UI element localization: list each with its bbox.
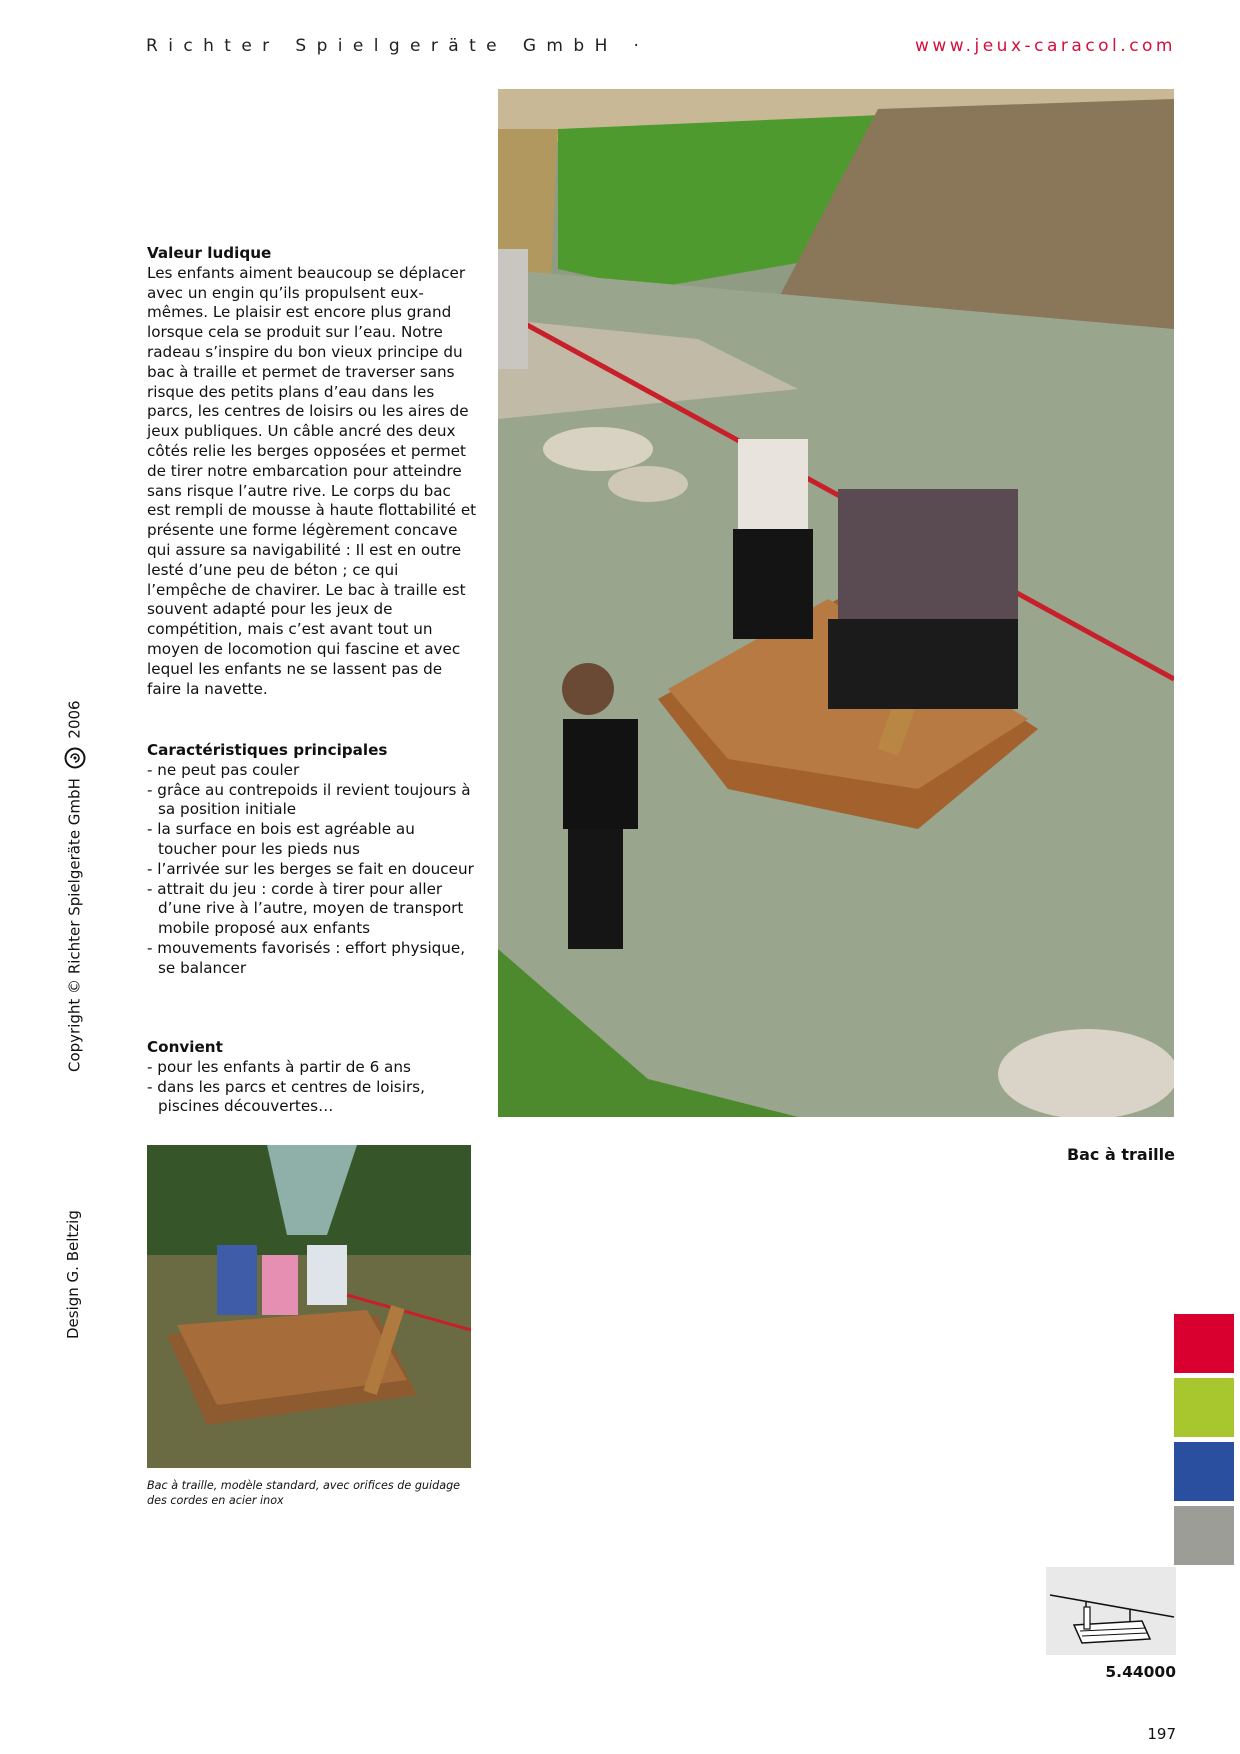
- category-tab-grey[interactable]: [1174, 1506, 1234, 1565]
- list-item: - attrait du jeu : corde à tirer pour aller d’une rive à l’autre, moyen de transport mobile proposé aux enfants: [147, 879, 464, 938]
- category-tab-green[interactable]: [1174, 1378, 1234, 1437]
- list-item: - la surface en bois est agréable au toucher pour les pieds nus: [147, 820, 415, 858]
- list-item: - ne peut pas couler: [147, 760, 300, 779]
- section-title-caracteristiques: Caractéristiques principales: [147, 741, 388, 759]
- section-title-convient: Convient: [147, 1038, 223, 1056]
- list-item: - dans les parcs et centres de loisirs, piscines découvertes…: [147, 1077, 425, 1116]
- product-name: Bac à traille: [1066, 1145, 1175, 1164]
- category-tab-blue[interactable]: [1174, 1442, 1234, 1501]
- page-number: 197: [1147, 1725, 1176, 1743]
- snail-logo-icon: [64, 747, 86, 769]
- design-credit: Design G. Beltzig: [64, 1210, 82, 1339]
- text-column: [147, 244, 477, 699]
- copyright-notice: [64, 700, 86, 1072]
- copyright-year: 2006: [65, 700, 84, 739]
- list-item: - mouvements favorisés : effort physique, se balancer: [147, 938, 466, 977]
- section-text-valeur: Les enfants aiment beaucoup se déplacer avec un engin qu’ils propulsent eux-mêmes. Le plaisir est encore plus grand lorsque cela se produit sur l’eau. Notre radeau s’inspire du bon vieux principe du bac à traille et permet de traverser sans risque des petits plans d’eau dans les parcs, les centres de loisirs ou les aires de jeux publiques. Un câble ancré des deux côtés relie les berges opposées et permet de tirer notre embarcation pour atteindre sans risque l’autre rive. Le corps du bac est rempli de mousse à haute flottabilité et présente une forme légèrement concave qui assure sa navigabilité : Il est en outre lesté d’une peu de béton ; ce qui l’empêche de chavirer. Le bac à traille est souvent adapté pour les jeux de compétition, mais c’est avant tout un moyen de locomotion qui fascine et avec lequel les enfants ne se lassent pas de faire la navette.: [147, 263, 477, 698]
- category-tab-red[interactable]: [1174, 1314, 1234, 1373]
- secondary-photo: [147, 1145, 471, 1468]
- ferry-raft-pictogram-icon: [1046, 1567, 1176, 1655]
- section-title-valeur: Valeur ludique: [147, 244, 272, 262]
- company-name: Richter Spielgeräte GmbH ·: [146, 36, 650, 56]
- suitability-section: [147, 1038, 477, 1117]
- suitability-list: [147, 1058, 477, 1117]
- website-url[interactable]: www.jeux-caracol.com: [914, 36, 1176, 56]
- product-code: 5.44000: [1105, 1663, 1176, 1681]
- list-item: - pour les enfants à partir de 6 ans: [147, 1057, 411, 1076]
- list-item: - grâce au contrepoids il revient toujours à sa position initiale: [147, 780, 471, 819]
- features-list: [147, 761, 477, 979]
- main-photo: [498, 89, 1174, 1117]
- list-item: - l’arrivée sur les berges se fait en douceur: [147, 859, 474, 878]
- features-section: [147, 741, 477, 979]
- secondary-photo-caption: Bac à traille, modèle standard, avec orifices de guidage des cordes en acier inox: [147, 1479, 461, 1507]
- copyright-text: Copyright © Richter Spielgeräte GmbH: [65, 778, 84, 1072]
